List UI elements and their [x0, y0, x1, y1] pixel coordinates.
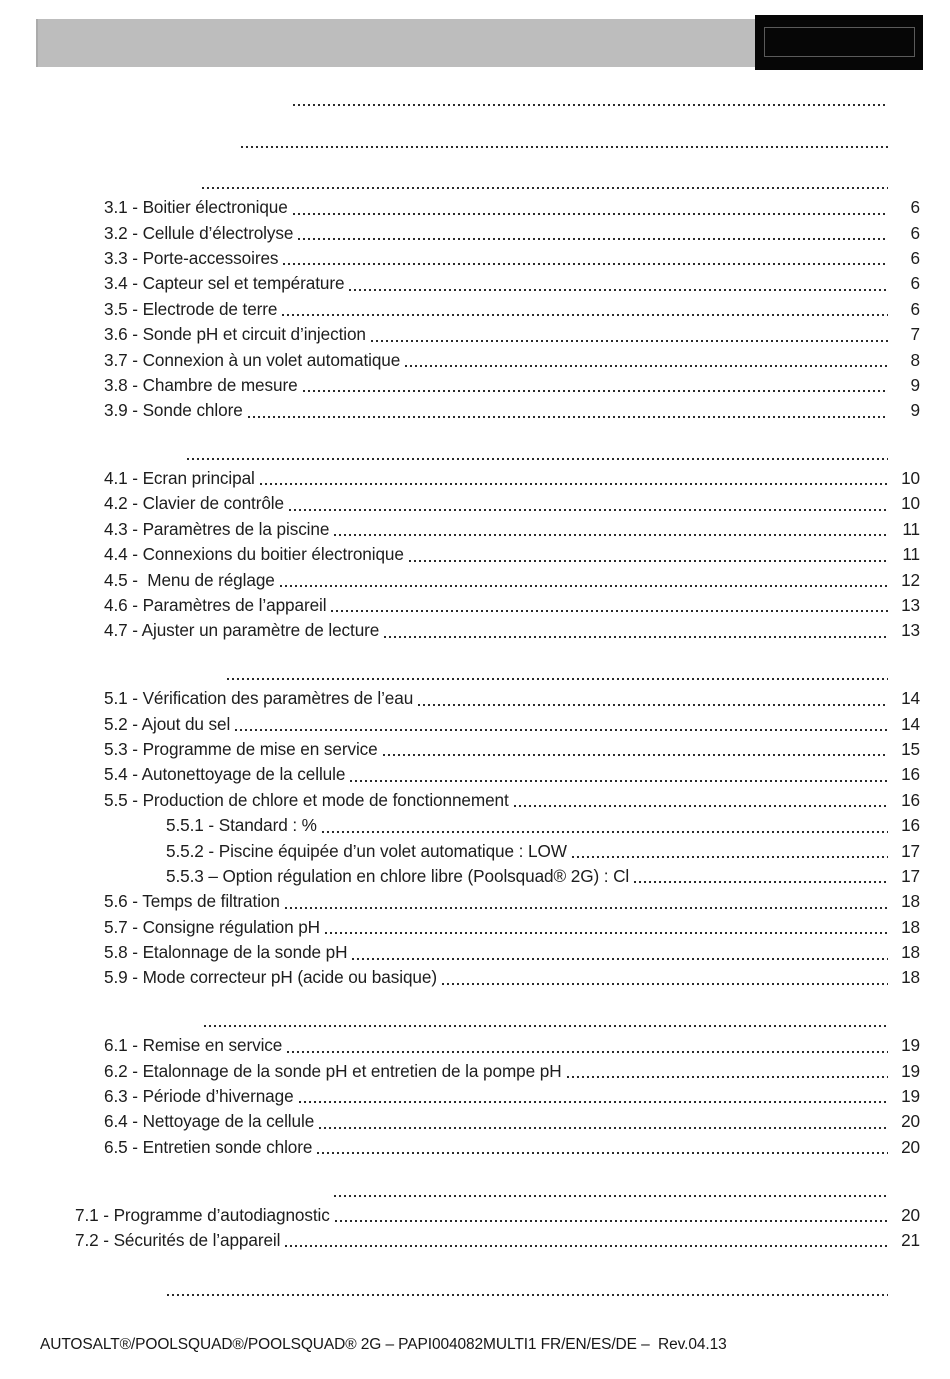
dotted-leader — [418, 704, 888, 706]
toc-entry — [0, 373, 920, 398]
toc-chapter-leader — [0, 170, 920, 195]
language-tab-outline — [764, 27, 915, 57]
toc-entry — [0, 762, 920, 787]
toc-entry-label: 3.4 - Capteur sel et température — [104, 273, 345, 294]
toc-entry-label: 5.5 - Production de chlore et mode de fonctionnement — [104, 789, 509, 810]
toc-entry-page: 16 — [901, 789, 920, 810]
toc-entry — [0, 712, 920, 737]
dotted-leader — [405, 365, 888, 367]
toc-entry-label: 6.2 - Etalonnage de la sonde pH et entretien de la pompe pH — [104, 1060, 562, 1081]
toc-entry-label: 6.1 - Remise en service — [104, 1035, 283, 1056]
dotted-leader — [202, 187, 888, 189]
dotted-leader — [334, 1195, 888, 1197]
dotted-leader — [227, 678, 888, 680]
toc-entry-label: 7.1 - Programme d’autodiagnostic — [75, 1204, 330, 1225]
dotted-leader — [567, 1076, 888, 1078]
toc-chapter-leader — [0, 1008, 920, 1033]
dotted-leader — [280, 585, 888, 587]
toc-entry-page: 9 — [910, 374, 920, 395]
toc-entry — [0, 271, 920, 296]
toc-chapter-leader — [0, 87, 920, 112]
toc-chapter-leader — [0, 661, 920, 686]
dotted-leader — [293, 213, 888, 215]
dotted-leader — [235, 729, 888, 731]
dotted-leader — [167, 1294, 888, 1296]
toc-chapter-leader — [0, 1177, 920, 1202]
dotted-leader — [350, 780, 888, 782]
table-of-contents — [0, 87, 920, 1302]
toc-entry-page: 16 — [901, 764, 920, 785]
toc-entry-page: 12 — [901, 569, 920, 590]
toc-entry — [0, 517, 920, 542]
dotted-leader — [442, 983, 888, 985]
toc-entry-page: 6 — [910, 247, 920, 268]
toc-entry-label: 5.4 - Autonettoyage de la cellule — [104, 764, 346, 785]
dotted-leader — [285, 907, 888, 909]
language-tab — [755, 15, 923, 70]
toc-entry-label: 3.2 - Cellule d’électrolyse — [104, 222, 294, 243]
dotted-leader — [319, 1127, 888, 1129]
footer-reference: AUTOSALT®/POOLSQUAD®/POOLSQUAD® 2G – PAPI004082MULTI1 FR/EN/ES/DE – Rev.04.13 — [40, 1336, 727, 1353]
toc-entry-label: 6.3 - Période d’hivernage — [104, 1086, 294, 1107]
toc-entry — [0, 737, 920, 762]
dotted-leader — [384, 636, 888, 638]
toc-entry-page: 15 — [901, 738, 920, 759]
toc-entry-page: 10 — [901, 468, 920, 489]
toc-entry — [0, 915, 920, 940]
toc-entry-label: 3.5 - Electrode de terre — [104, 298, 278, 319]
dotted-leader — [322, 831, 888, 833]
dotted-leader — [334, 534, 888, 536]
toc-entry — [0, 246, 920, 271]
toc-entry-page: 13 — [901, 620, 920, 641]
toc-entry-page: 18 — [901, 916, 920, 937]
toc-entry — [0, 966, 920, 991]
toc-entry-label: 4.3 - Paramètres de la piscine — [104, 518, 330, 539]
toc-entry — [0, 221, 920, 246]
toc-entry-page: 9 — [910, 400, 920, 421]
toc-entry — [0, 1135, 920, 1160]
dotted-leader — [298, 238, 888, 240]
toc-entry-label: 5.2 - Ajout du sel — [104, 713, 231, 734]
toc-entry-page: 11 — [902, 544, 920, 565]
dotted-leader — [383, 754, 888, 756]
toc-entry-label: 3.7 - Connexion à un volet automatique — [104, 349, 401, 370]
toc-entry-label: 5.6 - Temps de filtration — [104, 891, 280, 912]
toc-entry-label: 4.1 - Ecran principal — [104, 468, 255, 489]
toc-entry — [0, 1084, 920, 1109]
toc-entry-label: 3.9 - Sonde chlore — [104, 400, 243, 421]
toc-entry-label: 3.6 - Sonde pH et circuit d’injection — [104, 324, 366, 345]
dotted-leader — [260, 483, 888, 485]
dotted-leader — [572, 856, 888, 858]
dotted-leader — [317, 1152, 888, 1154]
toc-entry-page: 20 — [901, 1111, 920, 1132]
toc-entry-label: 5.1 - Vérification des paramètres de l’eau — [104, 688, 414, 709]
dotted-leader — [303, 390, 888, 392]
dotted-leader — [325, 932, 888, 934]
toc-entry-label: 5.5.3 – Option régulation en chlore libre (Poolsquad® 2G) : Cl — [166, 865, 630, 886]
toc-entry-label: 3.3 - Porte-accessoires — [104, 247, 279, 268]
toc-entry-page: 21 — [901, 1230, 920, 1250]
toc-entry-page: 17 — [901, 840, 920, 861]
dotted-leader — [285, 1245, 888, 1247]
toc-entry-page: 16 — [901, 815, 920, 836]
dotted-leader — [331, 610, 888, 612]
toc-entry — [0, 813, 920, 838]
dotted-leader — [248, 416, 888, 418]
toc-entry-page: 19 — [901, 1035, 920, 1056]
toc-entry-page: 18 — [901, 967, 920, 988]
dotted-leader — [335, 1220, 888, 1222]
toc-entry — [0, 940, 920, 965]
toc-entry-label: 4.7 - Ajuster un paramètre de lecture — [104, 620, 380, 641]
toc-entry — [0, 1059, 920, 1084]
toc-entry-label: 6.4 - Nettoyage de la cellule — [104, 1111, 315, 1132]
toc-entry — [0, 398, 920, 423]
dotted-leader — [352, 958, 888, 960]
toc-entry-page: 17 — [901, 865, 920, 886]
toc-entry-label: 5.8 - Etalonnage de la sonde pH — [104, 942, 348, 963]
toc-entry-label: 5.5.2 - Piscine équipée d’un volet automatique : LOW — [166, 840, 567, 861]
toc-entry-page: 7 — [910, 324, 920, 345]
dotted-leader — [409, 560, 888, 562]
toc-entry — [0, 348, 920, 373]
toc-entry — [0, 1033, 920, 1058]
toc-entry-page: 6 — [910, 197, 920, 218]
toc-entry — [0, 297, 920, 322]
toc-entry — [0, 1228, 920, 1253]
toc-entry-label: 3.8 - Chambre de mesure — [104, 374, 298, 395]
toc-entry-page: 18 — [901, 891, 920, 912]
dotted-leader — [634, 881, 888, 883]
dotted-leader — [293, 104, 888, 106]
toc-entry-page: 10 — [901, 493, 920, 514]
toc-chapter-leader — [0, 128, 920, 153]
toc-entry-label: 7.2 - Sécurités de l’appareil — [75, 1230, 281, 1250]
toc-entry — [0, 1203, 920, 1228]
toc-entry-label: 6.5 - Entretien sonde chlore — [104, 1136, 313, 1157]
dotted-leader — [371, 340, 888, 342]
toc-entry-page: 14 — [901, 713, 920, 734]
toc-entry-label: 5.3 - Programme de mise en service — [104, 738, 378, 759]
toc-entry-label: 4.4 - Connexions du boitier électronique — [104, 544, 404, 565]
toc-entry — [0, 466, 920, 491]
toc-entry-page: 6 — [910, 298, 920, 319]
toc-entry — [0, 889, 920, 914]
toc-entry-page: 20 — [901, 1136, 920, 1157]
toc-entry — [0, 618, 920, 643]
header-banner — [36, 19, 923, 67]
toc-entry-page: 6 — [910, 222, 920, 243]
toc-entry — [0, 195, 920, 220]
dotted-leader — [204, 1025, 888, 1027]
toc-entry-label: 4.6 - Paramètres de l’appareil — [104, 595, 327, 616]
toc-entry-page: 8 — [910, 349, 920, 370]
dotted-leader — [187, 458, 888, 460]
toc-entry — [0, 686, 920, 711]
dotted-leader — [287, 1051, 888, 1053]
toc-entry-page: 18 — [901, 942, 920, 963]
dotted-leader — [349, 289, 888, 291]
dotted-leader — [283, 263, 888, 265]
toc-entry — [0, 568, 920, 593]
dotted-leader — [514, 805, 888, 807]
toc-entry-label: 5.7 - Consigne régulation pH — [104, 916, 320, 937]
toc-entry — [0, 788, 920, 813]
toc-entry — [0, 864, 920, 889]
dotted-leader — [299, 1101, 888, 1103]
toc-entry-label: 3.1 - Boitier électronique — [104, 197, 288, 218]
toc-entry — [0, 593, 920, 618]
toc-entry — [0, 491, 920, 516]
toc-entry-label: 4.2 - Clavier de contrôle — [104, 493, 284, 514]
toc-entry-label: 5.5.1 - Standard : % — [166, 815, 317, 836]
toc-entry-page: 19 — [901, 1060, 920, 1081]
toc-entry-label: 5.9 - Mode correcteur pH (acide ou basique) — [104, 967, 437, 988]
toc-chapter-leader — [0, 441, 920, 466]
toc-chapter-leader — [0, 1276, 920, 1301]
toc-entry-page: 19 — [901, 1086, 920, 1107]
toc-entry — [0, 542, 920, 567]
toc-entry-page: 14 — [901, 688, 920, 709]
toc-entry-page: 13 — [901, 595, 920, 616]
dotted-leader — [289, 509, 888, 511]
toc-entry — [0, 322, 920, 347]
toc-entry — [0, 1109, 920, 1134]
toc-entry — [0, 839, 920, 864]
toc-entry-page: 11 — [902, 518, 920, 539]
dotted-leader — [282, 314, 888, 316]
toc-entry-page: 6 — [910, 273, 920, 294]
toc-entry-page: 20 — [901, 1204, 920, 1225]
toc-entry-label: 4.5 - Menu de réglage — [104, 569, 275, 590]
dotted-leader — [241, 146, 888, 148]
